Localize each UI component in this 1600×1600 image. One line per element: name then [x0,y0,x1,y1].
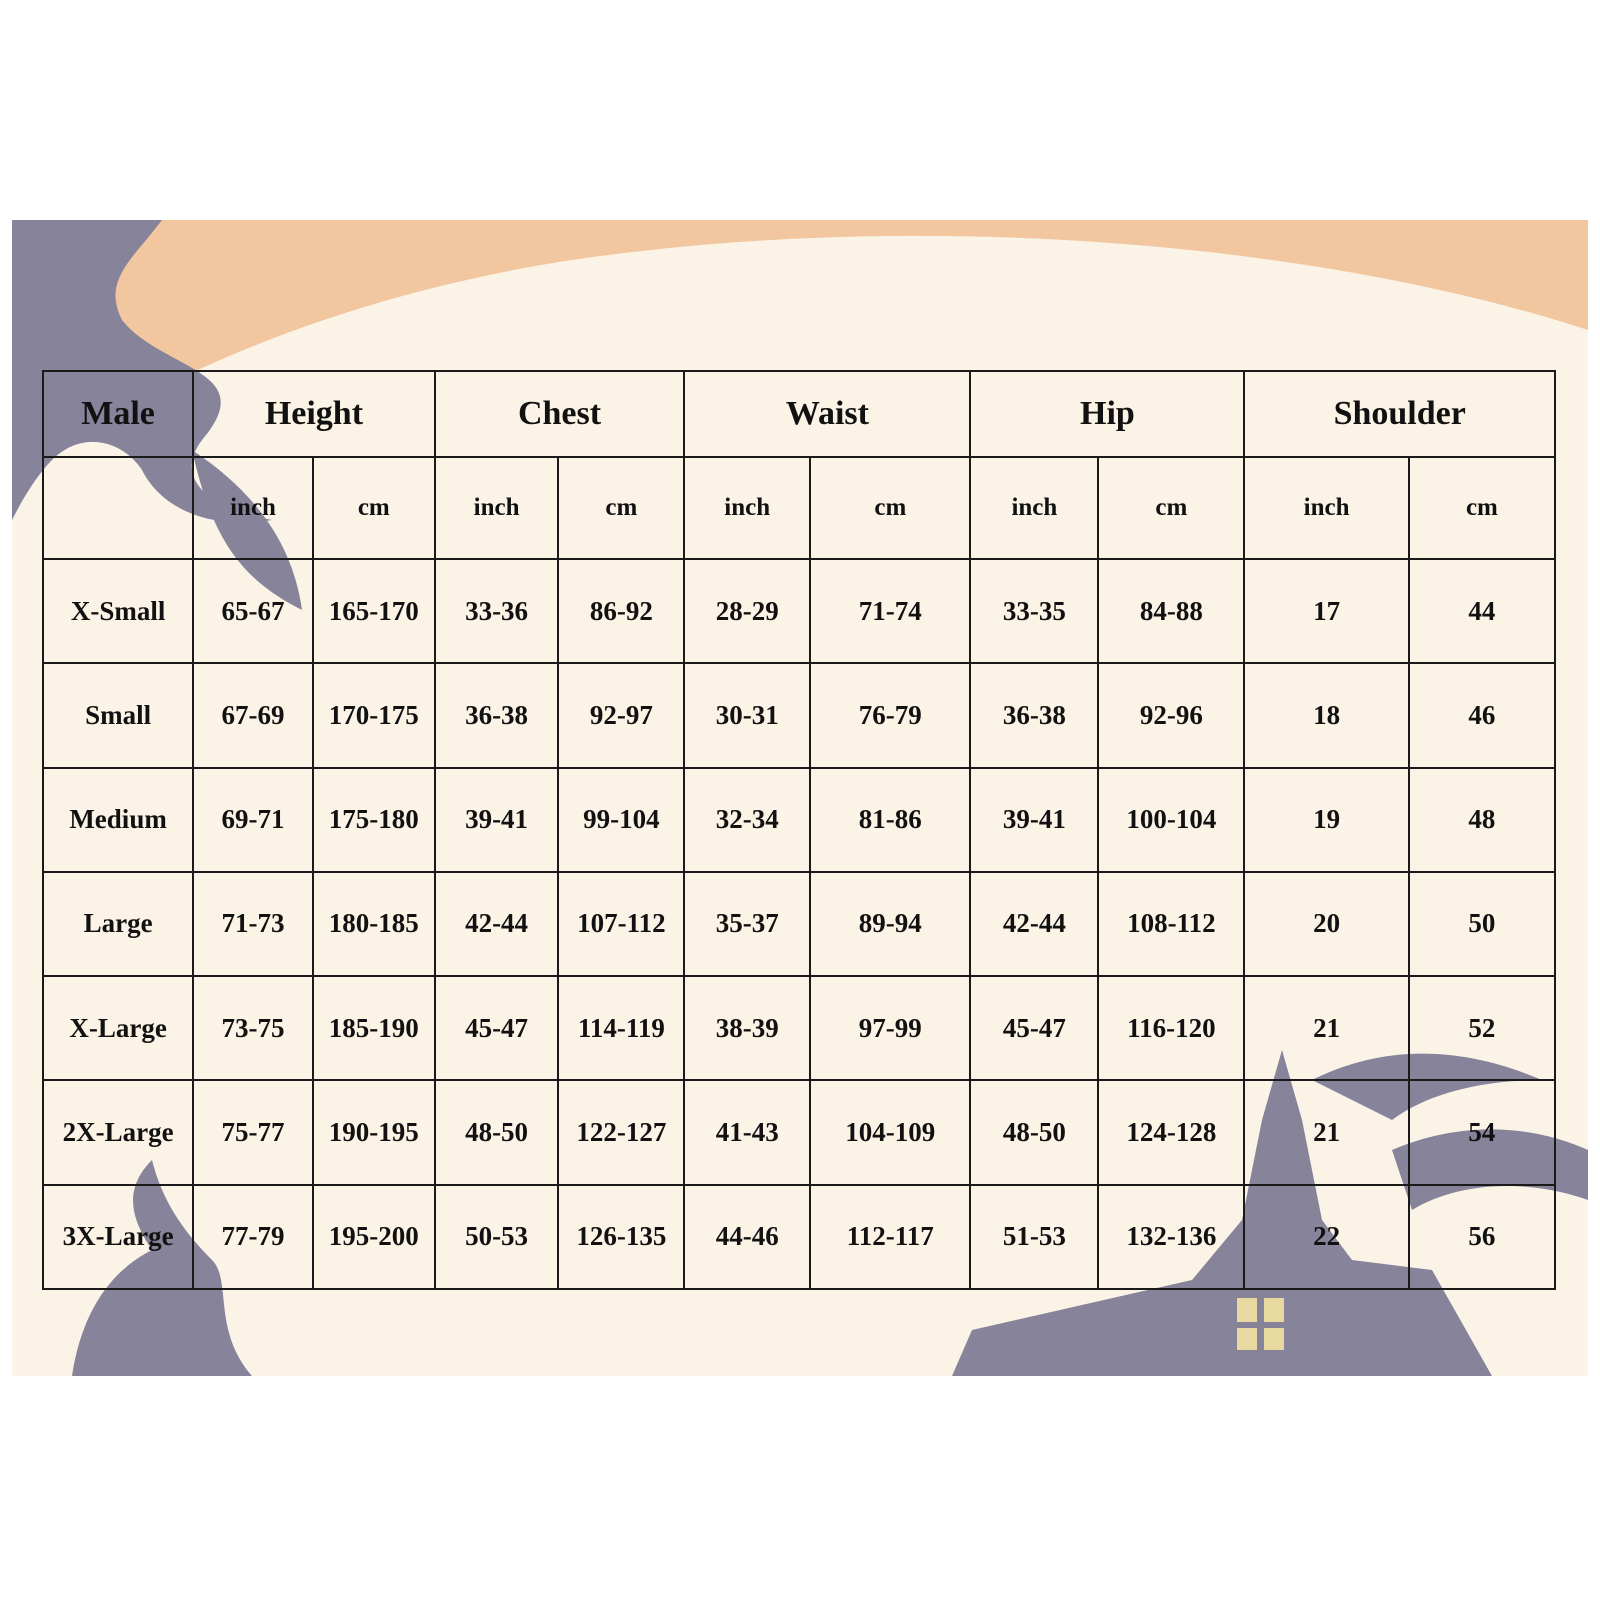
size-label: X-Small [43,559,193,663]
table-cell: 52 [1409,976,1555,1080]
table-cell: 48-50 [435,1080,559,1184]
table-cell: 39-41 [435,768,559,872]
size-rows [43,559,1555,1289]
table-cell: 89-94 [810,872,970,976]
size-label: Large [43,872,193,976]
table-cell: 48 [1409,768,1555,872]
table-cell: 50-53 [435,1185,559,1289]
table-cell: 132-136 [1098,1185,1244,1289]
size-label: X-Large [43,976,193,1080]
corner-label: Male [43,371,193,457]
table-cell: 114-119 [558,976,684,1080]
table-cell: 48-50 [970,1080,1098,1184]
table-cell: 126-135 [558,1185,684,1289]
unit-hip-inch: inch [970,457,1098,559]
table-cell: 116-120 [1098,976,1244,1080]
table-cell: 122-127 [558,1080,684,1184]
table-cell: 44 [1409,559,1555,663]
table-cell: 108-112 [1098,872,1244,976]
table-cell: 97-99 [810,976,970,1080]
table-row [43,1185,1555,1289]
header-height: Height [193,371,435,457]
table-cell: 67-69 [193,663,313,767]
table-cell: 165-170 [313,559,435,663]
unit-hip-cm: cm [1098,457,1244,559]
table-cell: 44-46 [684,1185,810,1289]
table-row [43,1080,1555,1184]
table-cell: 190-195 [313,1080,435,1184]
table-cell: 50 [1409,872,1555,976]
measurement-header-row [43,371,1555,457]
table-cell: 73-75 [193,976,313,1080]
table-cell: 32-34 [684,768,810,872]
table-cell: 20 [1244,872,1408,976]
table-cell: 69-71 [193,768,313,872]
table-cell: 33-35 [970,559,1098,663]
header-shoulder: Shoulder [1244,371,1555,457]
size-label: Small [43,663,193,767]
table-cell: 30-31 [684,663,810,767]
table-cell: 35-37 [684,872,810,976]
table-cell: 92-96 [1098,663,1244,767]
table-cell: 84-88 [1098,559,1244,663]
table-cell: 107-112 [558,872,684,976]
table-cell: 38-39 [684,976,810,1080]
table-row [43,768,1555,872]
table-cell: 54 [1409,1080,1555,1184]
table-cell: 21 [1244,976,1408,1080]
table-cell: 124-128 [1098,1080,1244,1184]
table-cell: 45-47 [435,976,559,1080]
table-row [43,559,1555,663]
unit-header-row [43,457,1555,559]
table-cell: 33-36 [435,559,559,663]
table-cell: 46 [1409,663,1555,767]
size-label: 3X-Large [43,1185,193,1289]
table-cell: 28-29 [684,559,810,663]
table-cell: 185-190 [313,976,435,1080]
table-cell: 99-104 [558,768,684,872]
table-row [43,663,1555,767]
unit-shoulder-cm: cm [1409,457,1555,559]
table-cell: 100-104 [1098,768,1244,872]
table-cell: 92-97 [558,663,684,767]
unit-waist-inch: inch [684,457,810,559]
header-chest: Chest [435,371,685,457]
unit-shoulder-inch: inch [1244,457,1408,559]
table-cell: 41-43 [684,1080,810,1184]
table-cell: 75-77 [193,1080,313,1184]
table-cell: 180-185 [313,872,435,976]
table-cell: 42-44 [435,872,559,976]
table-cell: 45-47 [970,976,1098,1080]
table-cell: 195-200 [313,1185,435,1289]
unit-chest-inch: inch [435,457,559,559]
table-cell: 170-175 [313,663,435,767]
size-label: Medium [43,768,193,872]
unit-waist-cm: cm [810,457,970,559]
table-cell: 65-67 [193,559,313,663]
table-cell: 39-41 [970,768,1098,872]
table-cell: 17 [1244,559,1408,663]
unit-chest-cm: cm [558,457,684,559]
table-cell: 77-79 [193,1185,313,1289]
table-cell: 81-86 [810,768,970,872]
table-cell: 86-92 [558,559,684,663]
table-cell: 21 [1244,1080,1408,1184]
table-cell: 56 [1409,1185,1555,1289]
size-chart-card [12,220,1588,1376]
table-cell: 71-73 [193,872,313,976]
unit-height-cm: cm [313,457,435,559]
table-cell: 112-117 [810,1185,970,1289]
unit-empty-cell [43,457,193,559]
table-cell: 42-44 [970,872,1098,976]
table-cell: 104-109 [810,1080,970,1184]
table-row [43,872,1555,976]
table-cell: 71-74 [810,559,970,663]
table-cell: 36-38 [970,663,1098,767]
table-cell: 51-53 [970,1185,1098,1289]
unit-height-inch: inch [193,457,313,559]
size-chart-table [42,370,1556,1290]
table-cell: 22 [1244,1185,1408,1289]
table-row [43,976,1555,1080]
table-cell: 76-79 [810,663,970,767]
table-cell: 36-38 [435,663,559,767]
table-cell: 19 [1244,768,1408,872]
table-cell: 18 [1244,663,1408,767]
size-label: 2X-Large [43,1080,193,1184]
header-waist: Waist [684,371,970,457]
table-cell: 175-180 [313,768,435,872]
header-hip: Hip [970,371,1244,457]
